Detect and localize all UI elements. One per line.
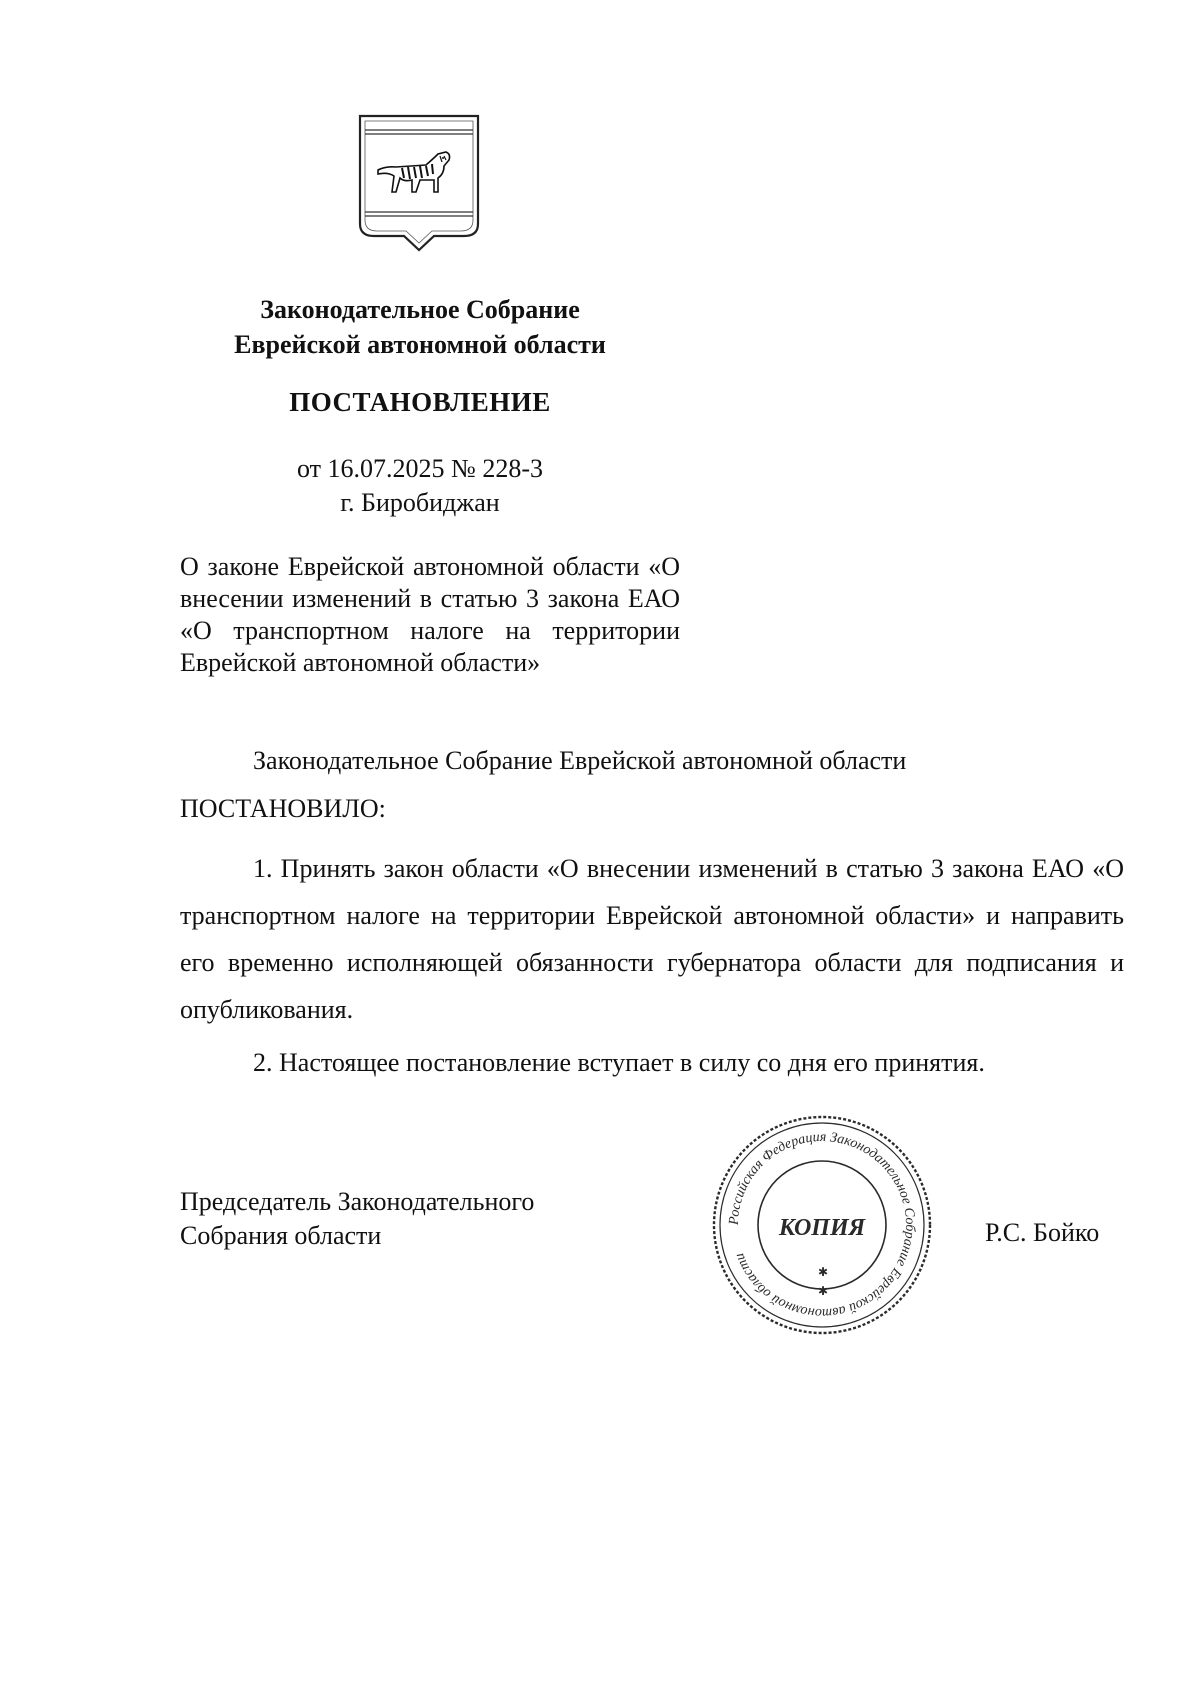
document-subject: О законе Еврейской автономной области «О внесении изменений в статью 3 закона ЕАО «О транспортном налоге на территории Еврейской автономной области»: [180, 552, 680, 677]
city: г. Биробиджан: [340, 488, 500, 517]
document-body: [180, 743, 1124, 1086]
signatory-position: [180, 1185, 600, 1253]
stamp-star-icon: ✱: [818, 1284, 829, 1298]
org-line-2: Еврейской автономной области: [234, 330, 606, 359]
org-line-1: Законодательное Собрание: [260, 295, 580, 324]
decided-heading: ПОСТАНОВИЛО:: [180, 794, 386, 823]
position-line-1: Председатель Законодательного: [180, 1187, 535, 1216]
stamp-ring-text: Российская Федерация Законодательное Собрание Еврейской автономной области: [726, 1129, 918, 1321]
item-1: 1. Принять закон области «О внесении изменений в статью 3 закона ЕАО «О транспортном налоге на территории Еврейской автономной области» и направить его временно исполняющей обязанности губернатора области для подписания и опубликования.: [180, 854, 1124, 1024]
organization-name: [180, 292, 660, 362]
date-and-place: [180, 452, 660, 520]
stamp-center-text: КОПИЯ: [778, 1215, 866, 1241]
coat-of-arms-icon: [352, 112, 486, 258]
stamp-star-icon: ✱: [818, 1265, 829, 1279]
preamble: Законодательное Собрание Еврейской автономной области: [253, 746, 907, 775]
signatory-name: Р.С. Бойко: [985, 1218, 1100, 1247]
position-line-2: Собрания области: [180, 1221, 382, 1250]
date-number: от 16.07.2025 № 228-3: [297, 454, 543, 483]
document-type: ПОСТАНОВЛЕНИЕ: [289, 387, 551, 417]
official-stamp: [707, 1110, 937, 1340]
item-2: 2. Настоящее постановление вступает в силу со дня его принятия.: [253, 1048, 985, 1077]
